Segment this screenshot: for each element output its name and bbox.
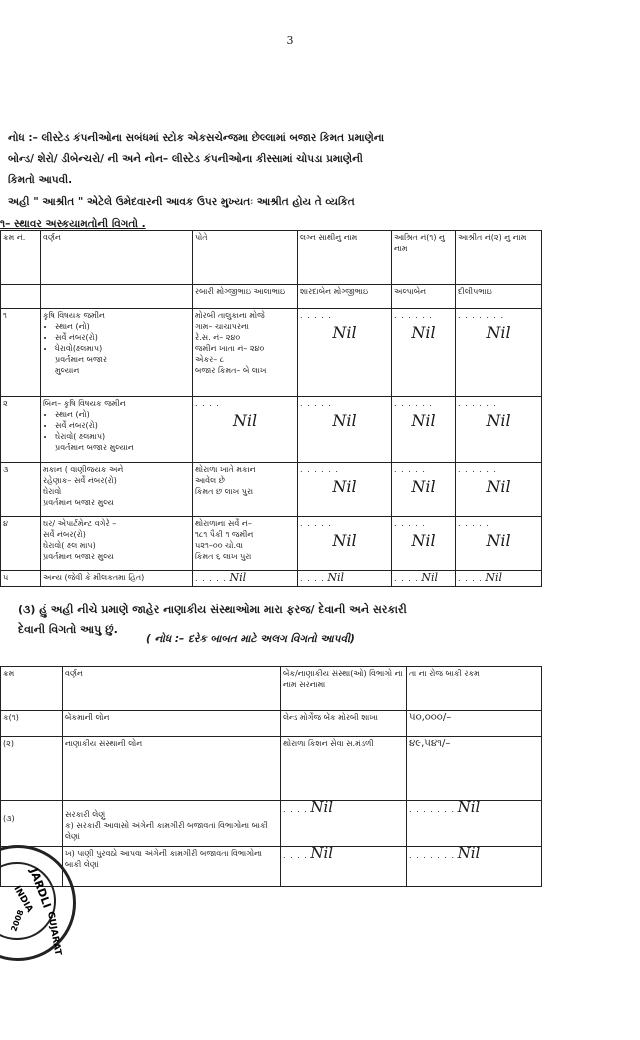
table-row <box>1 517 542 571</box>
table-row <box>1 309 542 397</box>
col-header-dependent1: આશ્રિત નં(૧) નુ નામ <box>392 231 456 285</box>
row-spouse-value: . . . . Nil <box>298 571 392 587</box>
immovable-assets-table <box>0 230 542 587</box>
row-description: બિન– કૃષિ વિષયક જમીન • સ્થાન (નો) • સર્વે નંબર(રો) • ઘેરાવો( ક્ષ્લમાપ) પ્રવર્તમાન બજાર મુલ્યાન <box>41 397 193 463</box>
row-dependent1-value: . . . . . . Nil <box>392 309 456 397</box>
table-header-row <box>1 667 542 711</box>
row-number: (૨) <box>1 737 63 801</box>
row-self-details: . . . . . Nil <box>193 571 298 587</box>
row-description: મકાન ( વાણીજયક અને રહેણાક– સર્વે નંબર(રો) ઘેરાવો પ્રવર્તમાન બજાર મુલ્ય <box>41 463 193 517</box>
row-description: કૃષિ વિષયક જમીન • સ્થાન (નો) • સર્વે નંબર(રો) • ધેરાવો(ક્ષ્લમાપ) પ્રવર્તમાન બજાર મુલ્યાન <box>41 309 193 397</box>
table-row <box>1 571 542 587</box>
row-description: અન્ય (જેવી કે મીલકતમા હિત) <box>41 571 193 587</box>
row-description: બેંકમાની લોન <box>63 711 281 737</box>
row-number: ૧ <box>1 309 41 397</box>
stamp-lettering <box>0 840 80 970</box>
row-self-details: મોરબી તાલુકાના મોજે ગામ– ચાચાપરના રે.સ. નં– ૨૪૦ જમીન ખાતા નં– ૨૪૦ એકર– ૮ બજાર કિમત– બે લાખ <box>193 309 298 397</box>
row-description: નાણાકીય સંસ્થાની લોન <box>63 737 281 801</box>
row-dependent2-value: . . . . . . Nil <box>456 397 542 463</box>
row-spouse-value: . . . . . . Nil <box>298 463 392 517</box>
row-bank: લેન્ડ મોર્ગેજ બેંક મોરબી શાખા <box>281 711 407 737</box>
row-spouse-value: . . . . . Nil <box>298 397 392 463</box>
table-row <box>1 711 542 737</box>
row-description: સરકારી લેણું ક) સરકારી આવાસો અંગેની કામગીરી બજાવતાં વિભાગોના બાકી લેણાં <box>63 801 281 847</box>
row-number: (૩) <box>1 801 63 847</box>
row-dependent1-value: . . . . . . Nil <box>392 397 456 463</box>
col-header-serial: ક્રમ <box>1 667 63 711</box>
row-self-details: થોરાળાના સર્વે નં– ૧૮૧ પૈકી ૧ જમીન ૫૨૧–૦૦ ચો.વા કિમત ૬ લાખ પુરા <box>193 517 298 571</box>
row-amount: ૪૯,૫૪૧/– <box>407 737 542 801</box>
dependent-definition-note: અહી " આશ્રીત " એટેલે ઉમેદવારની આવક ઉપર મુખ્યતઃ આશ્રીત હોય તે વ્યકિત <box>8 196 355 208</box>
table-row <box>1 463 542 517</box>
row-self-details: . . . . Nil <box>193 397 298 463</box>
row-spouse-value: . . . . . Nil <box>298 517 392 571</box>
row-dependent1-value: . . . . . Nil <box>392 517 456 571</box>
col-header-dependent2: આશ્રીત નં(૨) નુ નામ <box>456 231 542 285</box>
row-dependent2-value: . . . . . Nil <box>456 517 542 571</box>
col-header-amount: તા ના રોજ બાકી રકમ <box>407 667 542 711</box>
row-spouse-value: . . . . . Nil <box>298 309 392 397</box>
dependent2-name: દીલીપભાઇ <box>456 285 542 309</box>
row-dependent2-value: . . . . . . Nil <box>456 463 542 517</box>
table-row <box>1 801 542 847</box>
para3-line2: દેવાની વિગતો આપુ છું. <box>18 623 118 636</box>
stamp-text-1: JARDLI <box>27 866 54 910</box>
col-header-description: વર્ણન <box>41 231 193 285</box>
liabilities-table <box>0 666 542 887</box>
row-bank: થોરાળા કિશન સેવા સ.મંડળી <box>281 737 407 801</box>
row-number: ૩ <box>1 463 41 517</box>
stamp-text-2: INDIA <box>11 884 35 915</box>
page-number: 3 <box>286 34 294 47</box>
row-bank: . . . . Nil <box>281 847 407 887</box>
row-dependent1-value: . . . . . Nil <box>392 463 456 517</box>
dependent1-name: અલ્પાબેન <box>392 285 456 309</box>
stamp-text-3: GUJARAT <box>45 910 63 957</box>
col-header-bank: બેંક/નાણાકીય સંસ્થા(ઓ) વિભાગો ના નામ સરનામા <box>281 667 407 711</box>
col-header-description: વર્ણન <box>63 667 281 711</box>
note1-line2: બોન્ડ/ શેરો/ ડીબેન્ચરો/ ની અને નોન– લીસ્ટેડ કંપનીઓના કીસ્સામાં ચોપડા પ્રમાણેની <box>8 153 363 165</box>
row-number: ૨ <box>1 397 41 463</box>
table-row <box>1 847 542 887</box>
names-row <box>1 285 542 309</box>
row-dependent2-value: . . . . Nil <box>456 571 542 587</box>
separate-details-note: ( નોધ :– દરેક બાબત માટે અલગ વિગતો આપવી) <box>146 633 355 645</box>
row-amount: . . . . . . . Nil <box>407 847 542 887</box>
row-description: ઘર/ એપાર્ટમેન્ટ વગેરે – સર્વે નંબર(રો) ઘેરાવો( ક્ષ્લ માપ) પ્રવર્તમાન બજાર મુલ્ય <box>41 517 193 571</box>
self-name: રબારી મોગ્જીભાઇ આલાભાઇ <box>193 285 298 309</box>
row-amount: ૫૦,૦૦૦/– <box>407 711 542 737</box>
row-description: ખ) પાણી પુરવઠો આપવા અંગેની કામગીરી બજાવતા વિભાગોના બાકી લેણાં <box>63 847 281 887</box>
col-header-serial: ક્રમ નં. <box>1 231 41 285</box>
row-dependent2-value: . . . . . . . Nil <box>456 309 542 397</box>
table-row <box>1 397 542 463</box>
row-number: ૫ <box>1 571 41 587</box>
para3-line1: (૩) હું અહી નીચે પ્રમાણે જાહેર નાણાકીય સંસ્થાઓમા મારા ફરજ/ દેવાની અને સરકારી <box>18 603 407 616</box>
col-header-spouse: લગ્ન સાથીનુ નામ <box>298 231 392 285</box>
row-bank: . . . . Nil <box>281 801 407 847</box>
col-header-self: પોતે <box>193 231 298 285</box>
row-self-details: થોરાળા ખાતે મકાન આવેલ છે કિમત છ લાખ પુરા <box>193 463 298 517</box>
immovable-assets-title: ૧– સ્થાવર અસ્કયામતોની વિગતો . <box>0 218 146 230</box>
row-amount: . . . . . . . Nil <box>407 801 542 847</box>
spouse-name: શારદાબેન મોગ્જીભાઇ <box>298 285 392 309</box>
stamp-year: 2008 <box>9 908 26 933</box>
table-header-row <box>1 231 542 285</box>
listed-company-note <box>8 128 620 191</box>
note1-line1: નોધ :– લીસ્ટેડ કંપનીઓના સબંધમાં સ્ટોક એકસચેન્જમા છેલ્લામાં બજાર કિમત પ્રમાણેના <box>8 132 385 144</box>
note1-line3: કિમતો આપવી. <box>8 174 73 186</box>
row-dependent1-value: . . . . Nil <box>392 571 456 587</box>
row-number: ક(૧) <box>1 711 63 737</box>
row-number: ૪ <box>1 517 41 571</box>
table-row <box>1 737 542 801</box>
